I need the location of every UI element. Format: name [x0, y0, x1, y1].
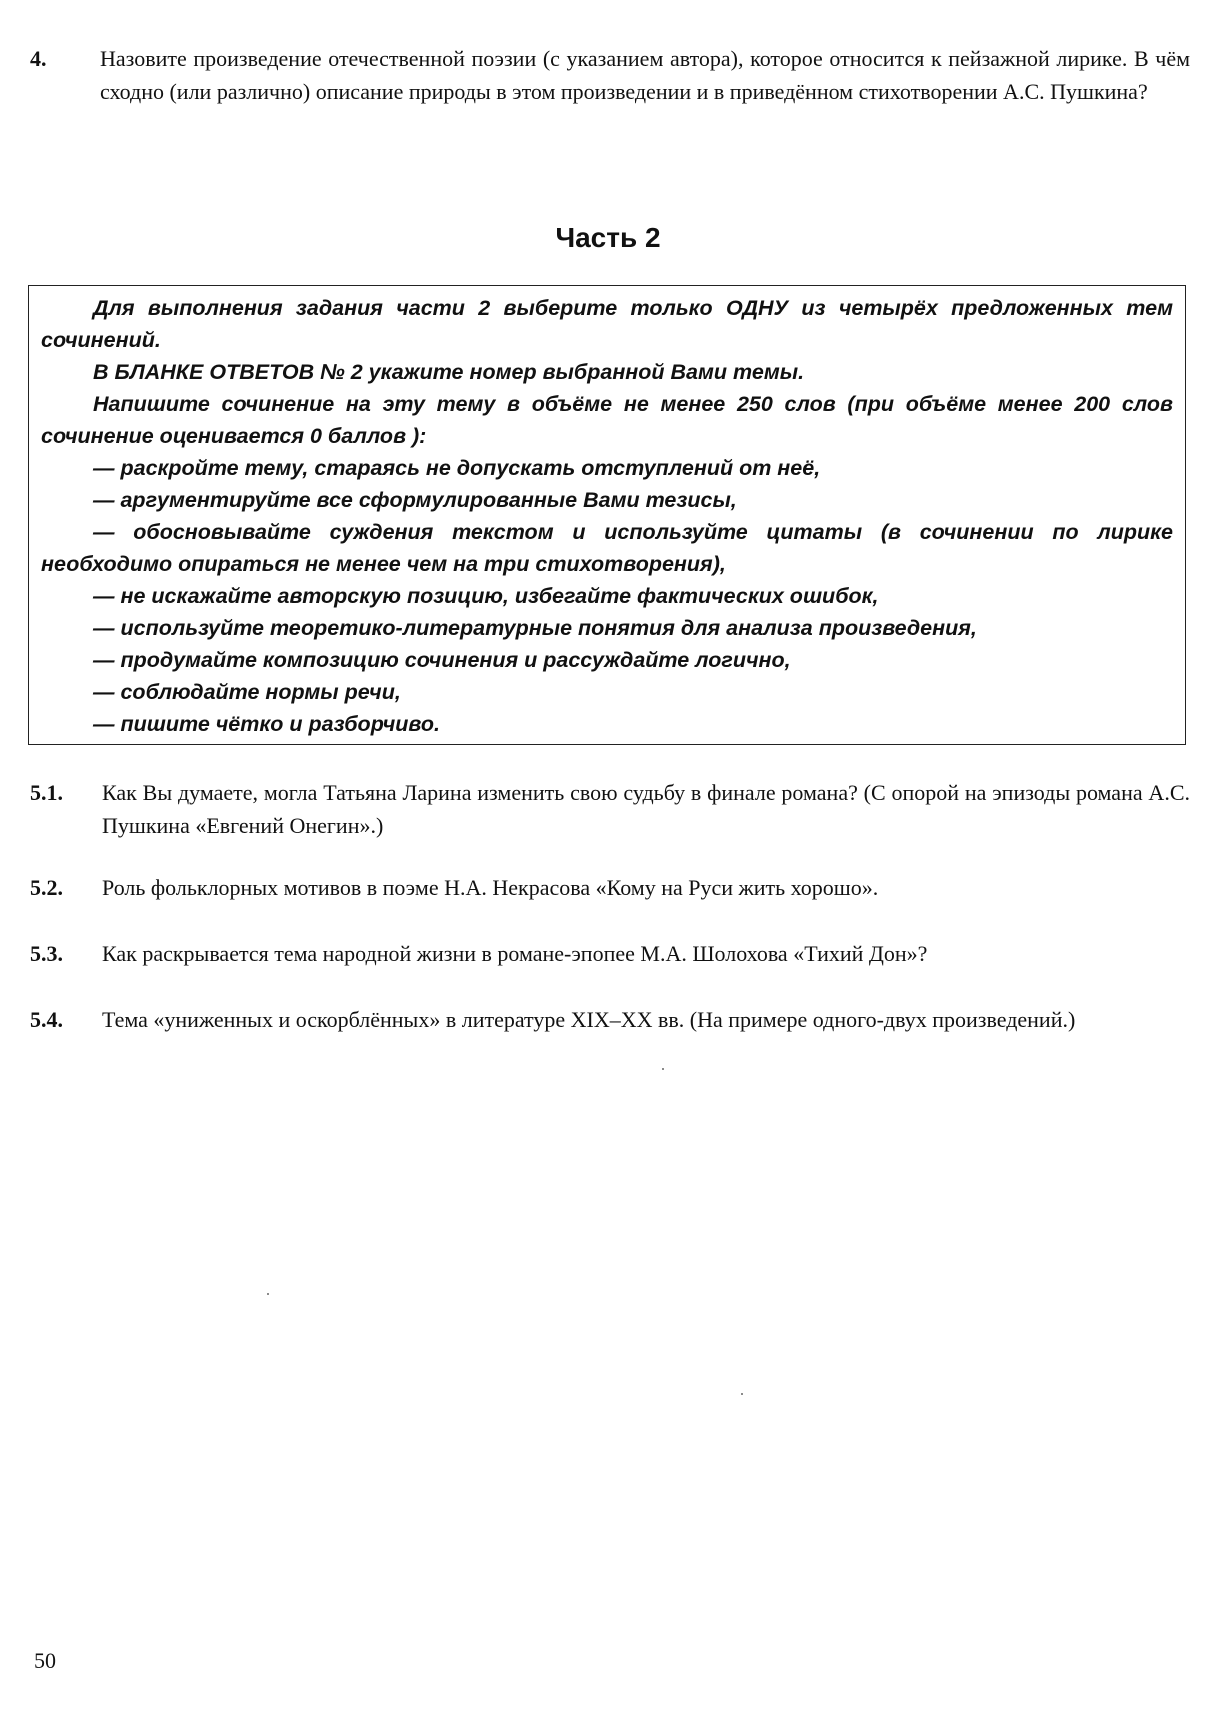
instruction-bullet: — пишите чётко и разборчиво. — [93, 712, 440, 736]
instruction-bullet: — аргументируйте все сформулированные Вами тезисы, — [93, 488, 737, 512]
topic-number: 5.2. — [30, 875, 63, 900]
topic-text: Как раскрывается тема народной жизни в романе-эпопее М.А. Шолохова «Тихий Дон»? — [102, 941, 928, 966]
topic-number: 5.4. — [30, 1007, 63, 1032]
topic-text: Тема «униженных и оскорблённых» в литературе XIX–XX вв. (На примере одного-двух произведений.) — [102, 1007, 1076, 1032]
scan-speck — [267, 1293, 269, 1295]
topic-text: Роль фольклорных мотивов в поэме Н.А. Некрасова «Кому на Руси жить хорошо». — [102, 875, 879, 900]
instruction-bullet: — не искажайте авторскую позицию, избегайте фактических ошибок, — [93, 584, 879, 608]
instruction-bullet: — соблюдайте нормы речи, — [93, 680, 401, 704]
topic-number: 5.1. — [30, 780, 63, 805]
instruction-line: Для выполнения задания части 2 выберите только ОДНУ из четырёх предложенных тем сочинений. — [41, 296, 1173, 352]
instructions-box — [28, 285, 1186, 745]
instruction-bullet: — продумайте композицию сочинения и рассуждайте логично, — [93, 648, 791, 672]
scan-speck — [741, 1393, 743, 1395]
instruction-line: Напишите сочинение на эту тему в объёме не менее 250 слов (при объёме менее 200 слов сочинение оценивается 0 баллов ): — [41, 392, 1173, 448]
instruction-bullet: — используйте теоретико-литературные понятия для анализа произведения, — [93, 616, 977, 640]
page-number: 50 — [34, 1648, 56, 1673]
instruction-line: В БЛАНКЕ ОТВЕТОВ № 2 укажите номер выбранной Вами темы. — [93, 360, 805, 384]
topic-5-1 — [30, 776, 1190, 842]
topic-number: 5.3. — [30, 941, 63, 966]
topic-5-4 — [30, 1003, 1190, 1036]
question-4-text: Назовите произведение отечественной поэзии (с указанием автора), которое относится к пейзажной лирике. В чём сходно (или различно) описание природы в этом произведении и в приведённом стихотворении А.С. Пушкина? — [100, 46, 1190, 104]
topic-text: Как Вы думаете, могла Татьяна Ларина изменить свою судьбу в финале романа? (С опорой на эпизоды романа А.С. Пушкина «Евгений Онегин».) — [102, 780, 1190, 838]
essay-topics — [30, 776, 1190, 1036]
instruction-bullet: — раскройте тему, стараясь не допускать отступлений от неё, — [93, 456, 821, 480]
scan-speck — [662, 1068, 664, 1070]
question-4-number: 4. — [30, 46, 47, 71]
question-4 — [30, 42, 1190, 108]
instruction-bullet: — обосновывайте суждения текстом и используйте цитаты (в сочинении по лирике необходимо опираться не менее чем на три стихотворения), — [41, 520, 1173, 576]
part-2-title: Часть 2 — [555, 222, 661, 253]
topic-5-2 — [30, 871, 1190, 904]
topic-5-3 — [30, 937, 1190, 970]
